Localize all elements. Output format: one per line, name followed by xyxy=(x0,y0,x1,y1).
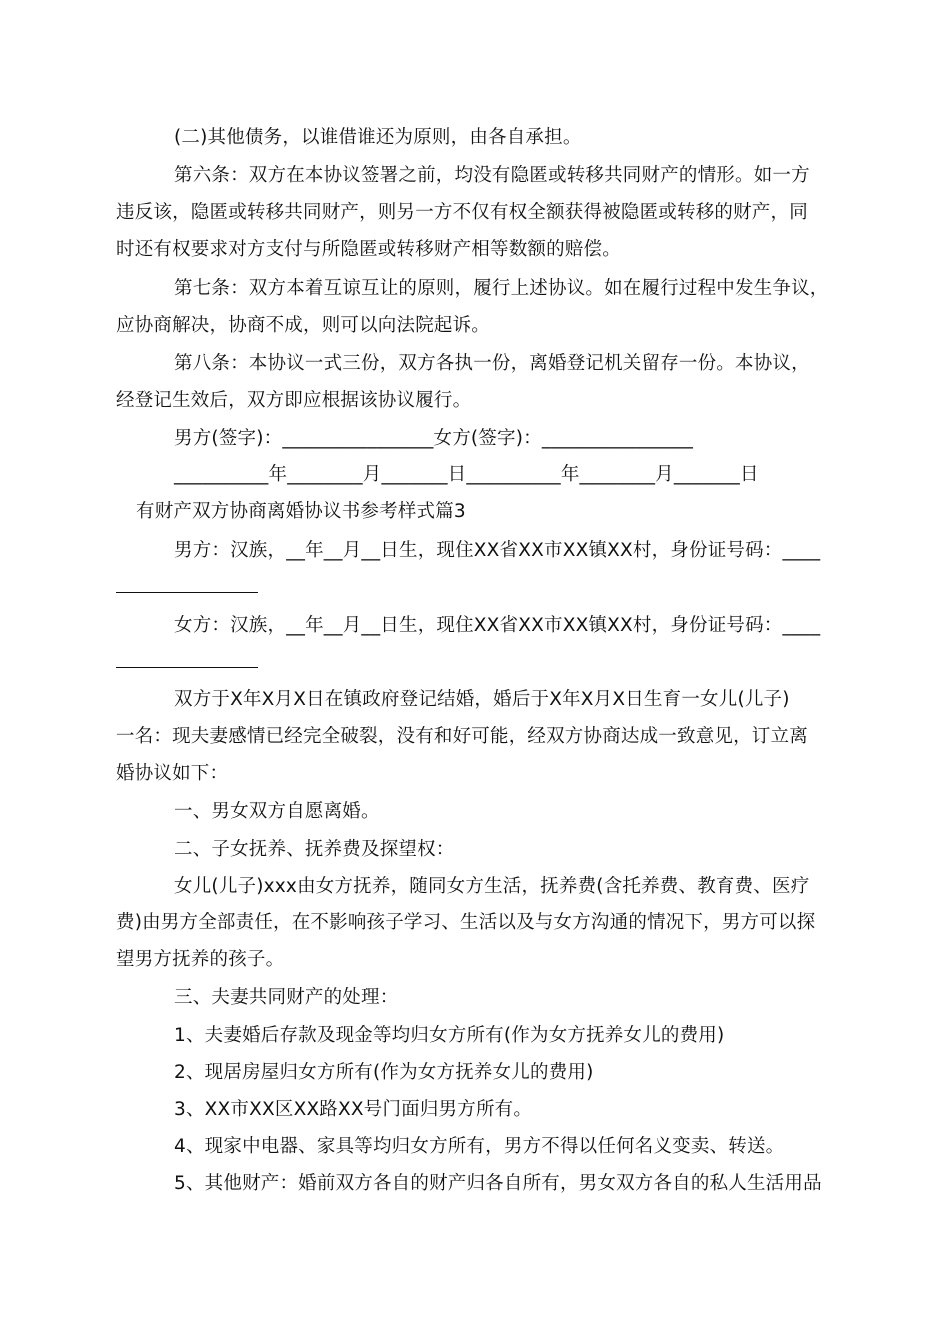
paragraph-line: 时还有权要求对方支付与所隐匿或转移财产相等数额的赔偿。 xyxy=(116,239,621,260)
paragraph-line: 三、夫妻共同财产的处理： xyxy=(174,987,399,1008)
paragraph-line: 二、子女抚养、抚养费及探望权： xyxy=(174,839,455,860)
list-item: 3、XX市XX区XX路XX号门面归男方所有。 xyxy=(174,1099,533,1120)
paragraph-line: 费)由男方全部责任，在不影响孩子学习、生活以及与女方沟通的情况下，男方可以探 xyxy=(116,912,816,933)
paragraph-line: 女方：汉族，__年__月__日生，现住XX省XX市XX镇XX村，身份证号码：____ xyxy=(174,615,821,636)
paragraph-line: 双方于X年X月X日在镇政府登记结婚，婚后于X年X月X日生育一女儿(儿子) xyxy=(174,689,790,710)
paragraph-line: 第八条：本协议一式三份，双方各执一份，离婚登记机关留存一份。本协议， xyxy=(174,353,810,374)
paragraph-line: 一、男女双方自愿离婚。 xyxy=(174,801,380,822)
paragraph-line: 男方：汉族，__年__月__日生，现住XX省XX市XX镇XX村，身份证号码：____ xyxy=(174,540,821,561)
paragraph-line: 违反该，隐匿或转移共同财产，则另一方不仅有权全额获得被隐匿或转移的财产，同 xyxy=(116,202,808,223)
list-item: 4、现家中电器、家具等均归女方所有，男方不得以任何名义变卖、转送。 xyxy=(174,1136,785,1157)
signature-line: 男方(签字)：________________女方(签字)：________________ xyxy=(174,428,694,449)
fill-in-blank xyxy=(116,667,258,668)
list-item: 2、现居房屋归女方所有(作为女方抚养女儿的费用) xyxy=(174,1062,594,1083)
paragraph-line: 望男方抚养的孩子。 xyxy=(116,949,285,970)
paragraph-line: 一名：现夫妻感情已经完全破裂，没有和好可能，经双方协商达成一致意见，订立离 xyxy=(116,726,808,747)
paragraph-line: (二)其他债务，以谁借谁还为原则，由各自承担。 xyxy=(174,127,582,148)
paragraph-line: 第七条：双方本着互谅互让的原则，履行上述协议。如在履行过程中发生争议， xyxy=(174,278,829,299)
paragraph-line: 应协商解决，协商不成，则可以向法院起诉。 xyxy=(116,315,491,336)
list-item: 5、其他财产：婚前双方各自的财产归各自所有，男女双方各自的私人生活用品 xyxy=(174,1173,822,1194)
paragraph-line: 婚协议如下： xyxy=(116,763,229,784)
paragraph-line: 女儿(儿子)xxx由女方抚养，随同女方生活，抚养费(含托养费、教育费、医疗 xyxy=(174,876,810,897)
section-title: 有财产双方协商离婚协议书参考样式篇3 xyxy=(136,501,466,522)
fill-in-blank xyxy=(116,592,258,593)
paragraph-line: 第六条：双方在本协议签署之前，均没有隐匿或转移共同财产的情形。如一方 xyxy=(174,165,810,186)
list-item: 1、夫妻婚后存款及现金等均归女方所有(作为女方抚养女儿的费用) xyxy=(174,1025,725,1046)
date-line: __________年________月_______日__________年________月_______日 xyxy=(174,464,759,485)
paragraph-line: 经登记生效后，双方即应根据该协议履行。 xyxy=(116,390,472,411)
